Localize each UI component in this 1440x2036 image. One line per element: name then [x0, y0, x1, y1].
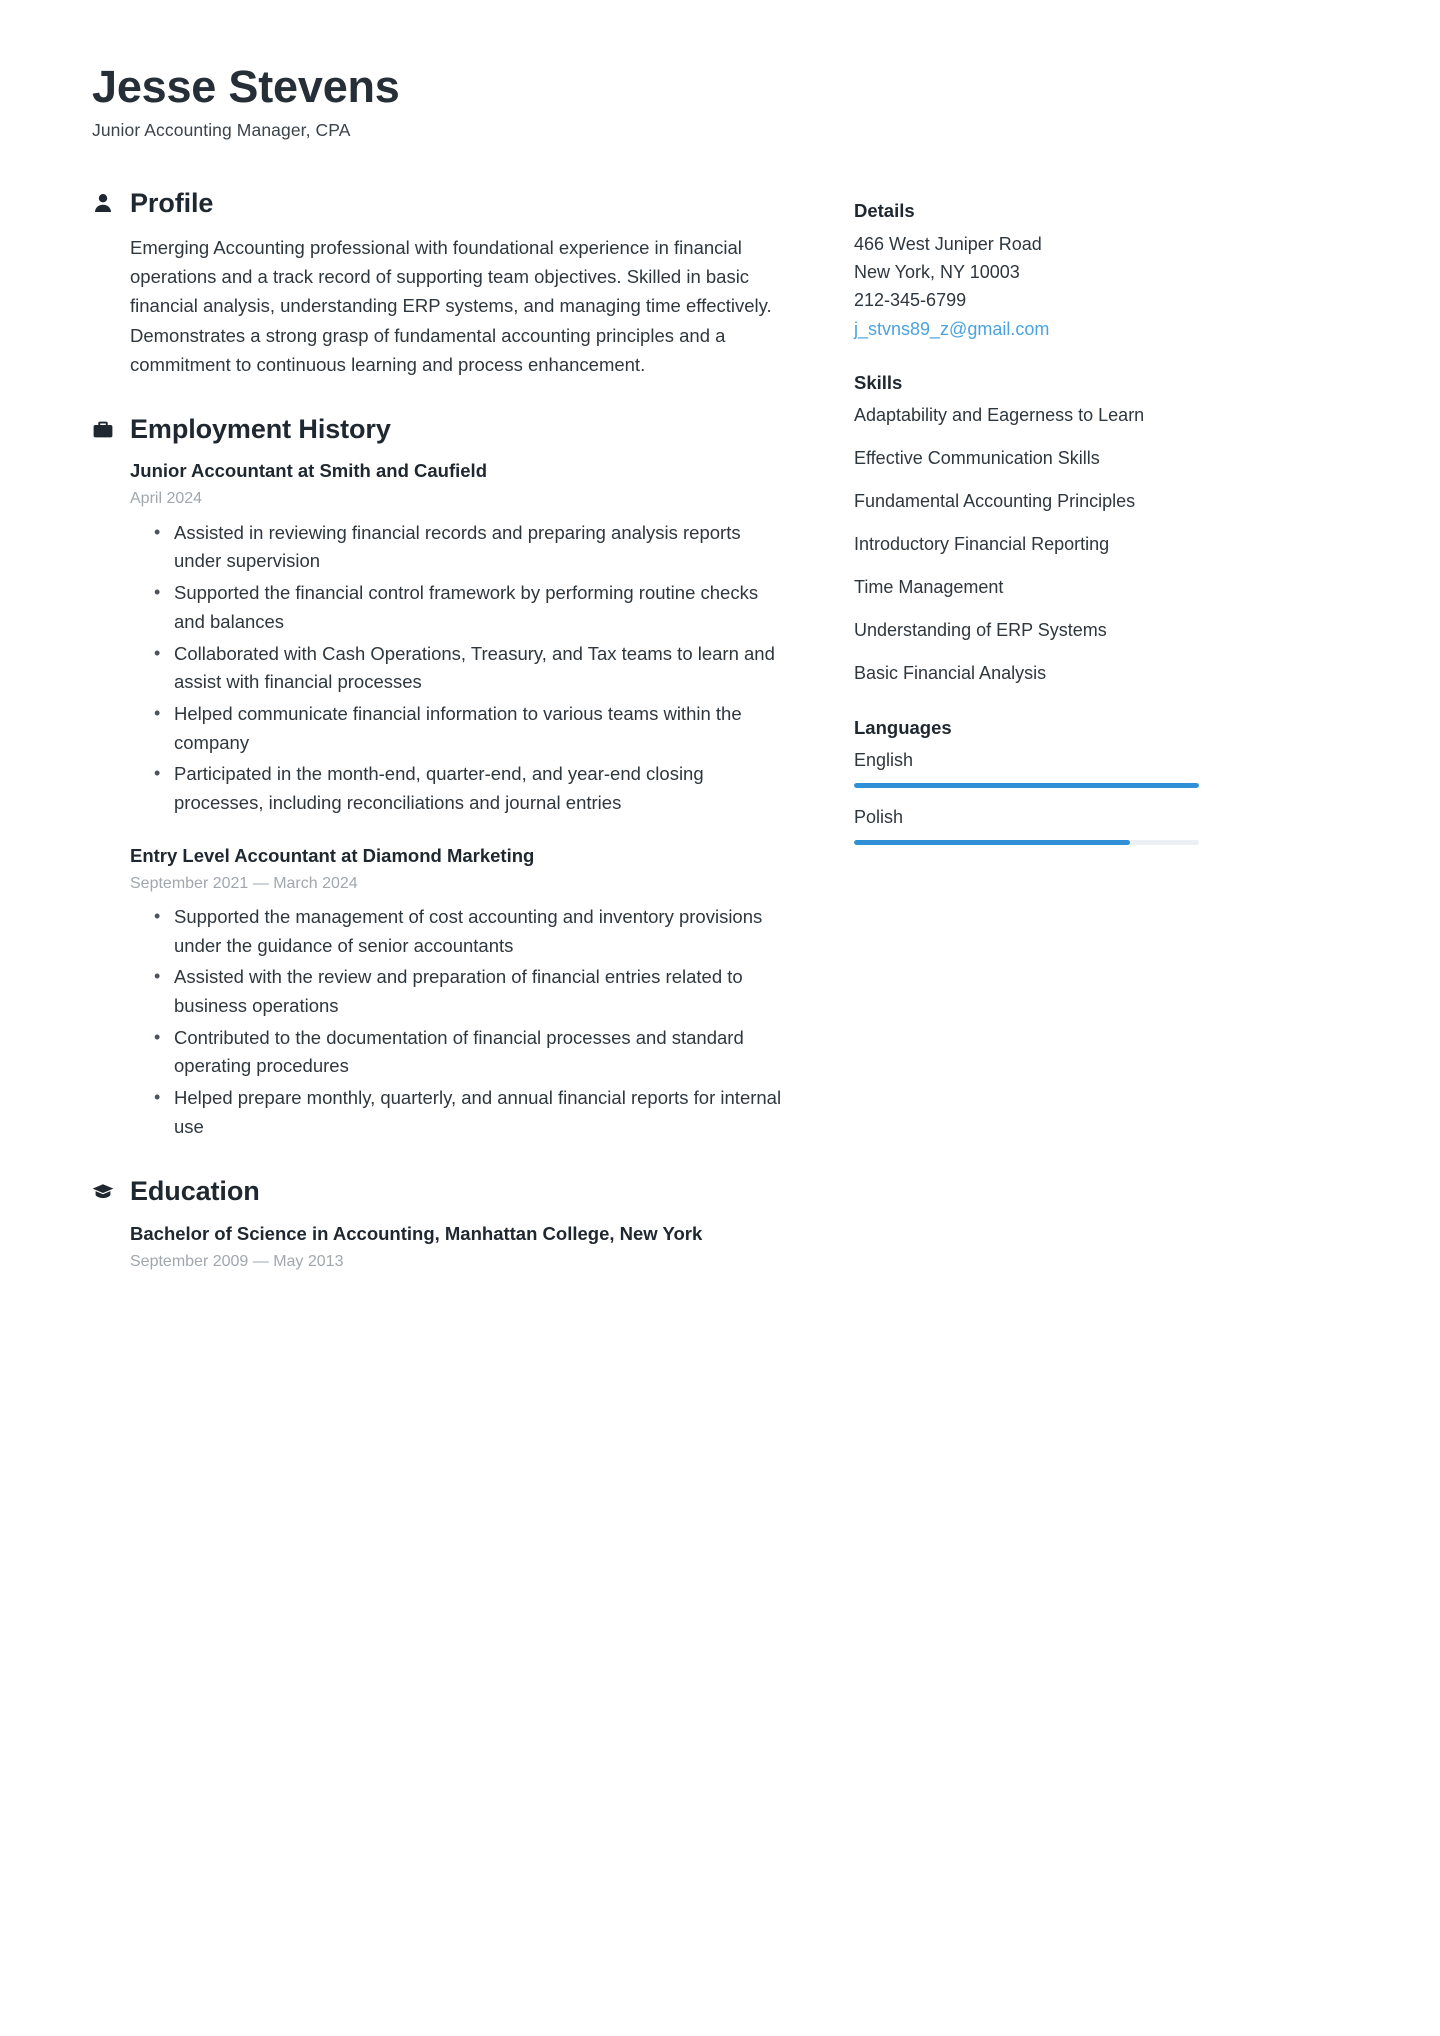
education-entry-date: September 2009 — May 2013: [130, 1252, 344, 1270]
section-profile-header: [92, 187, 792, 219]
graduation-cap-icon: [92, 1180, 114, 1204]
detail-phone: 212-345-6799: [854, 290, 967, 311]
section-employment-body: [92, 459, 792, 1141]
skill-item: Time Management: [854, 576, 1004, 597]
profile-text: Emerging Accounting professional with foundational experience in financial operations and a track record of supporting team objectives. Skilled in basic financial analysis, understanding ERP systems, and managing time effectively. Demonstrates a strong grasp of fundamental accounting principles and a commitment to continuous learning and process enhancement.: [130, 236, 772, 375]
skill-item: Effective Communication Skills: [854, 448, 1100, 469]
section-profile: [92, 187, 792, 379]
education-entry: [130, 1222, 792, 1273]
language-level-track: [854, 783, 1199, 788]
language-level-fill: [854, 783, 1199, 788]
employment-entry-title: Entry Level Accountant at Diamond Marketing: [130, 844, 535, 866]
section-employment-title: Employment History: [130, 413, 391, 444]
skill-item: Basic Financial Analysis: [854, 662, 1047, 683]
sidebar-skills: [854, 371, 1199, 687]
resume-header: [92, 62, 1368, 141]
main-column: [92, 187, 792, 1308]
detail-address-line1: 466 West Juniper Road: [854, 233, 1042, 254]
skill-item: Adaptability and Eagerness to Learn: [854, 405, 1145, 426]
section-education: [92, 1175, 792, 1273]
person-icon: [92, 191, 114, 215]
employment-entry: [130, 844, 792, 1142]
section-profile-body: [92, 233, 792, 379]
sidebar-languages-title: Languages: [854, 716, 952, 738]
bullet-item: • Helped communicate financial information to various teams within the company: [152, 700, 792, 757]
skill-item: Introductory Financial Reporting: [854, 534, 1110, 555]
section-education-header: [92, 1175, 792, 1207]
section-education-body: [92, 1222, 792, 1273]
briefcase-icon: [92, 417, 114, 441]
candidate-job-title: Junior Accounting Manager, CPA: [92, 119, 351, 140]
section-employment-header: [92, 413, 792, 445]
employment-entry-date: April 2024: [130, 490, 203, 508]
employment-entry: [130, 459, 792, 817]
bullet-item: • Participated in the month-end, quarter-end, and year-end closing processes, including reconciliations and journal entries: [152, 760, 792, 817]
employment-entry-date: September 2021 — March 2024: [130, 874, 358, 892]
sidebar-details: [854, 199, 1199, 344]
language-level-fill: [854, 840, 1130, 845]
candidate-name: Jesse Stevens: [92, 61, 400, 112]
detail-email-link[interactable]: j_stvns89_z@gmail.com: [854, 318, 1050, 339]
language-item: [854, 747, 1199, 788]
bullet-item: • Supported the financial control framework by performing routine checks and balances: [152, 579, 792, 636]
skill-item: Fundamental Accounting Principles: [854, 491, 1136, 512]
language-level-track: [854, 840, 1199, 845]
sidebar-languages: [854, 716, 1199, 845]
section-profile-title: Profile: [130, 187, 214, 218]
language-name: English: [854, 749, 914, 770]
language-name: Polish: [854, 806, 904, 827]
bullet-item: • Helped prepare monthly, quarterly, and annual financial reports for internal use: [152, 1084, 792, 1141]
sidebar-details-title: Details: [854, 199, 915, 221]
sidebar-skills-title: Skills: [854, 372, 903, 394]
bullet-item: • Assisted in reviewing financial records and preparing analysis reports under supervision: [152, 519, 792, 576]
employment-entry-bullets: [130, 903, 792, 1141]
sidebar-column: [854, 187, 1199, 873]
bullet-item: • Assisted with the review and preparation of financial entries related to business operations: [152, 963, 792, 1020]
section-education-title: Education: [130, 1176, 260, 1207]
employment-entry-title: Junior Accountant at Smith and Caufield: [130, 460, 488, 482]
bullet-item: • Supported the management of cost accounting and inventory provisions under the guidance of senior accountants: [152, 903, 792, 960]
employment-entry-bullets: [130, 519, 792, 818]
detail-address-line2: New York, NY 10003: [854, 261, 1020, 282]
resume-body: [92, 187, 1368, 1308]
education-entry-title: Bachelor of Science in Accounting, Manhattan College, New York: [130, 1222, 703, 1244]
section-employment: [92, 413, 792, 1141]
bullet-item: • Contributed to the documentation of financial processes and standard operating procedures: [152, 1024, 792, 1081]
bullet-item: • Collaborated with Cash Operations, Treasury, and Tax teams to learn and assist with financial processes: [152, 640, 792, 697]
language-item: [854, 804, 1199, 845]
skill-item: Understanding of ERP Systems: [854, 619, 1107, 640]
